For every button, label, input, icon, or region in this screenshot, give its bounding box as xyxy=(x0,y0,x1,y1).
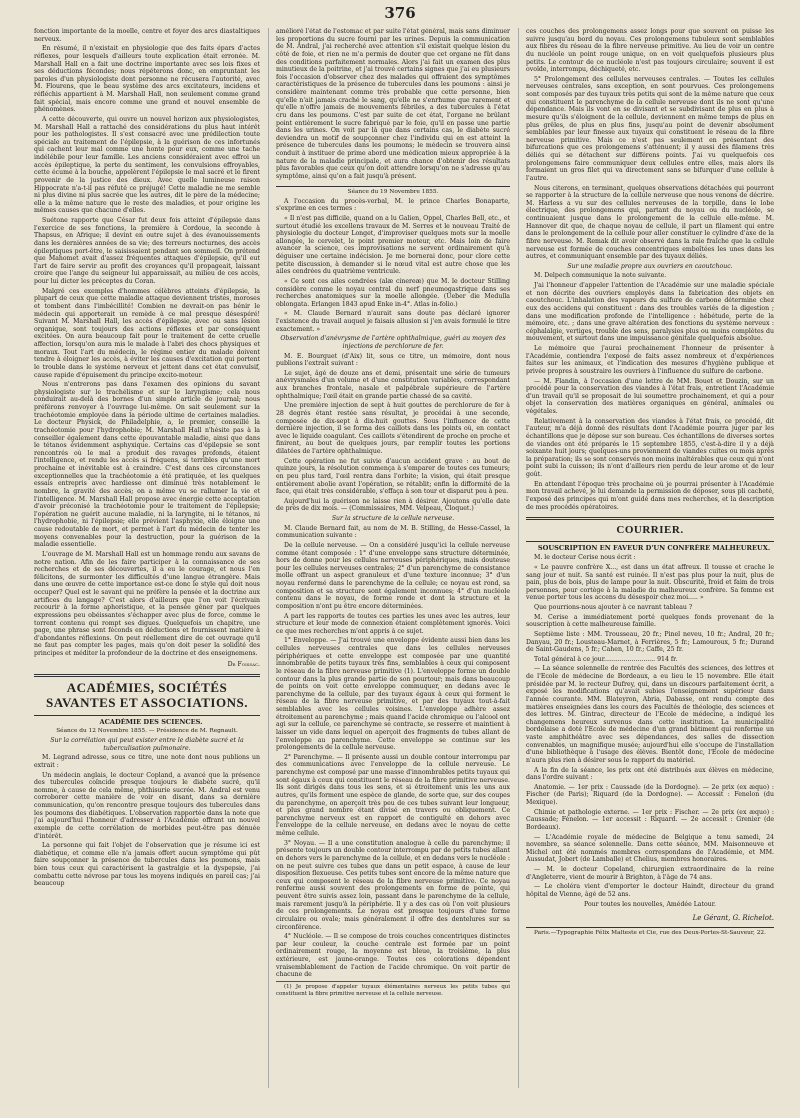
paragraph: fonction importante de la moelle, centre et foyer des arcs diastaltiques nerveux. xyxy=(34,28,260,43)
paragraph: 2° Parenchyme. — Il présente aussi un double contour interrompu par des communications avec l'enveloppe de la cellule nerveuse. Le parenchyme est composé par une masse d'innombrables petits tuyaux qui sont égaux à ceux qui constituent le réseau de la fibre primitive nerveuse. Ils sont dirigés dans tous les sens, et si étroitement unis les uns aux autres, qu'ils forment une espèce de glande, de sorte que, sur des coupes du parenchyme, on aperçoit très peu de ces tubes suivant leur longueur, et plus grand nombre étant divisé en travers ou obliquement. Ce parenchyme nerveux est en rapport de contiguïté en dehors avec l'enveloppe de la cellule nerveuse, en dedans avec le noyau de cette même cellule. xyxy=(276,753,510,837)
paragraph: Le sujet, âgé de douze ans et demi, présentait une série de tumeurs anévrysmales d'un volume et d'une constitution variables, correspondant aux branches frontale, nasale et palpébrale supérieure de l'artère ophthalmique; l'œil était en grande partie chassé de sa cavité. xyxy=(276,369,510,400)
paragraph: Anatomie. — 1er prix : Caussade (de la Dordogne). — 2e prix (ex æquo) : Fischer (de Paris); Riquard (de la Dordogne). — Accessit : Fenelon (du Mexique). xyxy=(526,783,774,807)
paragraph: Aujourd'hui la guérison ne laisse rien à désirer. Ajoutons qu'elle date de près de dix mois. — (Commissaires, MM. Velpeau, Cloquet.) xyxy=(276,497,510,513)
section-divider xyxy=(34,674,260,677)
paragraph: La personne qui fait l'objet de l'observation que je résume ici est diabétique, et comme elle n'a jamais offert aucun symptôme qui pût faire soupçonner la présence de tubercules dans les poumons, mais bien tous ceux qui caractérisent la gastralgie et la dyspepsie, j'ai combattu cette névrose par tous les moyens indiqués en pareil cas; j'ai beaucoup xyxy=(34,842,260,888)
page-number: 376 xyxy=(384,4,416,22)
paragraph: M. Claude Bernard fait, au nom de M. B. Stilling, de Hesse-Cassel, la communication suivante : xyxy=(276,524,510,540)
paragraph: De la cellule nerveuse. — On a considéré jusqu'ici la cellule nerveuse comme étant composée : 1° d'une enveloppe sans structure déterminée, hors de donne pour les cellules nerveuses périphériques, mais douteuse pour les cellules nerveuses centrales; 2° d'un parenchyme de consistance molle offrant un aspect granuleux et d'une texture inconnue; 3° d'un noyau renfermé dans le parenchyme de la cellule; ce noyau est rond, sa composition et sa structure sont également inconnues; 4° d'un nucléole contenu dans le noyau, de forme ronde et dont la structure et la composition n'ont pu être encore déterminées. xyxy=(276,541,510,610)
column-1 xyxy=(34,28,260,1088)
paragraph: « Il n'est pas difficile, quand on a lu Galien, Oppel, Charles Bell, etc., et surtout étudié les excellens travaux de M. Serres et le nouveau Traité de physiologie du docteur Longet, d'improviser quelques mots sur la moelle allongée, le cervelet, le point premier moteur, etc. Mais loin de faire avancer la science, ces improvisations ne servent ordinairement qu'à déguiser une certaine indécision. Je me bornerai donc, pour clore cette petite discussion, à demander si le nœud vital est autre chose que les ailes cendrées du quatrième ventricule. xyxy=(276,214,510,276)
subscription-title: SOUSCRIPTION EN FAVEUR D'UN CONFRÈRE MALHEUREUX. xyxy=(537,544,771,553)
paragraph: Un médecin anglais, le docteur Copland, a avancé que la présence des tubercules coïncide presque toujours le diabète sucré, qu'il nomme, à cause de cela même, phthisurie sucrée. M. Andral est venu corroborer cette manière de voir en disant, dans sa dernière communication, qu'on rencontre presque toujours des tubercules dans les poumons des diabétiques. L'observation rapportée dans la note que j'ai aujourd'hui l'honneur d'adresser à l'Académie offrant un nouvel exemple de cette corrélation de morbides peut-être pas dénuée d'intérêt. xyxy=(34,771,260,840)
paragraph: M. Delpech communique la note suivante. xyxy=(534,272,667,280)
printer-line: Paris.—Typographie Félix Malteste et Cie, rue des Deux-Portes-St-Sauveur, 22. xyxy=(526,927,774,937)
paragraph: « Le pauvre confrère X..., est dans un état affreux. Il tousse et crache le sang jour et nuit. Sa santé est ruinée. Il n'est pas plus pour la nuit, plus de pain, plus de bois, plus de lampe pour la nuit. Obscurité, froid et faim de trois personnes, pour cortège à la maladie du malheureux confrère. Sa femme est venue porter tous les accens du désespoir chez moi..... » xyxy=(526,563,774,602)
paragraph: Cette opération ne fut suivie d'aucun accident grave : au bout de quinze jours, la résolution commença à s'emparer de toutes ces tumeurs; en peu plus tard, l'œil rentra dans l'orbite; la vision, qui était presque entièrement abolie avant l'opération, se rétablit; enfin la difformité de la face, qui était très considérable, s'effaça à son tour et disparut peu à peu. xyxy=(276,457,510,496)
paragraph: Le mémoire que j'aurai prochainement l'honneur de présenter à l'Académie, contiendra l'exposé de faits assez nombreux et d'expériences faites sur les animaux, et l'indication des mesures d'hygiène publique et privée propres à soustraire les ouvriers à l'influence du sulfure de carbone. xyxy=(526,345,774,375)
subscription-total: Total général à ce jour.......................... 914 fr. xyxy=(534,655,678,663)
academy-name: ACADÉMIE DES SCIENCES. xyxy=(99,717,203,726)
paragraph: En attendant l'époque très prochaine où je pourrai présenter à l'Académie mon travail achevé, je lui demande la permission de déposer, sous pli cacheté, l'exposé des principes qui m'ont guidé dans mes recherches, et la description de mes procédés opératoires. xyxy=(526,480,774,511)
paragraph: Nous citerons, en terminant, quelques observations détachées qui pourront se rapporter à la structure de la cellule nerveuse que nous venons de décrire. M. Harless a vu sur des cellules nerveuses de la torpille, dans le lobe électrique, des prolongemens qui, partant du noyau ou du nucléole, se continuaient jusque dans le prolongement de la cellule elle-même. M. Hannover dit que, de chaque noyau de cellule, il part un filament qui entre dans le prolongement de la cellule pour aller constituer le cylindre d'axe de la fibre nerveuse. M. Remak dit avoir observé dans la raie fraîche que la cellule nerveuse est formée de couches concentriques emboîtées les unes dans les autres, et communiquant ensemble par des tuyaux déliés. xyxy=(526,184,774,261)
paragraph: 3° Noyau. — Il a une constitution analogue à celle du parenchyme; il présente toujours un double contour interrompu par de petits tubes allant en dehors vers le parenchyme de la cellule, et en dedans vers le nucléole : on ne peut suivre ces tubes que dans un petit espace, à cause de leur disposition flexueuse. Ces petits tubes sont encore de la même nature que ceux qui composent le réseau de la fibre nerveuse primitive. Ce noyau renferme aussi souvent des prolongements en forme de pointe, qui peuvent être suivis assez loin, passant dans le parenchyme de la cellule, mais rarement jusqu'à la périphérie. Il y a des cas où l'on voit plusieurs de ces prolongements. Le noyau est presque toujours d'une forme circulaire ou ovale; mais généralement il offre des dentelures sur sa circonférence. xyxy=(276,839,510,931)
session-line: Séance du 19 Novembre 1855. xyxy=(347,188,439,195)
paragraph: Que pourrions-nous ajouter à ce navrant tableau ? xyxy=(534,604,693,612)
paragraph: A la fin de la séance, les prix ont été distribués aux élèves en médecine, dans l'ordre suivant : xyxy=(526,766,774,782)
column-divider xyxy=(518,28,519,1088)
courrier-title: COURRIER. xyxy=(616,524,684,537)
paragraph: Malgré ces exemples d'hommes célèbres atteints d'épilepsie, la plupart de ceux que cette maladie attaque deviennent tristes, moroses et tombent dans l'imbécillité! Combien ne devrait-on pas bénir le médecin qui apporterait un remède à ce mal presque désespéré! Suivant M. Marshall Hall, les accès d'épilepsie, avec ou sans lésion organique, sont toujours des actions réflexes et par conséquent excitées. On aura beaucoup fait pour le traitement de cette cruelle affection, lorsqu'on aura mis le malade à l'abri des chocs physiques et moraux. Tout l'art du médecin, le régime entier du malade doivent tendre à éloigner les accès, à éviter les causes d'excitation qui portent le trouble dans le système nerveux et jettent dans cet état convulsif, cause rapide d'épuisement du principe excito-moteur. xyxy=(34,287,260,379)
paragraph: — M. le docteur Copeland, chirurgien extraordinaire de la reine d'Angleterre, vient de mourir à Brighton, à l'âge de 74 ans. xyxy=(526,866,774,881)
paragraph: amélioré l'état de l'estomac et par suite l'état général, mais sans diminuer les proportions du sucre fourni par les urines. Depuis la communication de M. Andral, j'ai recherché avec attention s'il existait quelque lésion du côté de foie, et rien ne m'a permis de douter que cet organe ne fût dans des conditions parfaitement normales. Alors j'ai fait un examen des plus minutieux de la poitrine, et j'ai trouvé certains signes que j'ai eu plusieurs fois l'occasion d'observer chez des malades qui offraient des symptômes caractéristiques de la présence de tubercules dans les poumons : ainsi je considère maintenant comme très probable que cette personne, bien qu'elle n'ait jamais craché le sang, qu'elle ne s'enrhume que rarement et qu'elle n'offre jamais de mouvements fébriles, a des tubercules à l'état cru dans les poumons. C'est par suite de cet état, l'organe ne brûlant point entièrement le sucre fabriqué par le foie, qu'il en passe une partie dans les urines. On voit par là que dans certains cas, le diabète sucré deviendra un motif de soupçonner chez l'individu qui en est atteint la présence de tubercules dans les poumons; le médecin se trouvera ainsi conduit à instituer de prime abord une médication mieux appropriée à la nature de la maladie principale, et aura chance d'obtenir des résultats plus favorables que ceux qu'on doit attendre lorsqu'on ne s'adresse qu'au symptôme, ainsi qu'on a fait jusqu'à présent. xyxy=(276,28,510,180)
paragraph: — M. Flandin, à l'occasion d'une lettre de MM. Bouet et Douzin, sur un procédé pour la conservation des viandes à l'état frais, entretient l'Académie d'un travail qu'il se proposait de lui soumettre prochainement, et qui a pour objet la conservation des matières organiques en général, animales ou végétales. xyxy=(526,377,774,415)
topic-title: Observation d'anévrysme de l'artère ophthalmique, guéri au moyen des injections de perchlorure de fer. xyxy=(280,335,506,350)
paragraph: M. Cerise a immédiatement porté quelques fonds provenant de la souscription à cette malheureuse famille. xyxy=(526,613,774,629)
paragraph: A cette découverte, qui ouvre un nouvel horizon aux physiologistes, M. Marshall Hall a rattaché des considérations du plus haut intérêt pour les pathologistes. Il s'est consacré avec une prédilection toute spéciale au traitement de l'épilepsie, à la guérison de ces infortunés qui cachent leur mal comme une honte pour eux, comme une tache indélébile pour leur famille. Les anciens considéraient avec effroi un accès épileptique, la perte du sentiment, les convulsions effroyables, cette écume à la bouche, appelèrent l'épilepsie le mal sacré et le firent provenir de la justice des dieux. Avec quelle lumineuse raison Hippocrate n'a-t-il pas réfuté ce préjugé! Cette maladie ne me semble ni plus divine ni plus sacrée que les autres, dit le père de la médecine; elle a la même nature que le reste des maladies, et pour origine les mêmes causes que chacune d'elles. xyxy=(34,115,260,215)
divider xyxy=(34,715,260,716)
paragraph: M. le docteur Cerise nous écrit : xyxy=(534,554,636,562)
paragraph: — L'Académie royale de médecine de Belgique a tenu samedi, 24 novembre, sa séance solennelle. Dans cette séance, MM. Maisonneuve et Michel ont été nommés membres correspondans de l'Académie, et MM. Aussudat, Jobert (de Lamballe) et Chelius, membres honoraires. xyxy=(526,833,774,864)
paragraph: M. Legrand adresse, sous ce titre, une note dont nous publions un extrait : xyxy=(34,754,260,769)
divider xyxy=(526,541,774,542)
paragraph: En résumé, il n'existait en physiologie que des faits épars d'actes réflexes, pour lesquels d'ailleurs toute explication était erronée. M. Marshall Hall en a fait une doctrine importante avec ses lois fixes et ses déductions fécondes; nous répéterons donc, en empruntant les paroles d'un physiologiste dont personne ne récusera l'autorité, avec M. Flourens, que le beau système des arcs excitateurs, incidens et réfléchis appartient à M. Marshall Hall, non seulement comme grand fait spécial, mais encore comme une grand et nouvel ensemble de phénomènes. xyxy=(34,45,260,114)
column-divider xyxy=(268,28,269,1088)
column-2 xyxy=(276,28,510,1088)
paragraph: Relativement à la conservation des viandes à l'état frais, ce procédé, dit l'auteur, m'a déjà donné des résultats dont l'Académie pourra juger par les échantillons que je dépose sur son bureau. Ces échantillons de diverses sortes de viandes ont été préparés le 15 septembre 1855, c'est-à-dire il y a déjà soixante huit jours; quelques-uns proviennent de viandes cuites ou mois après la préparation; ils se sont conservés non moins inaltérables que ceux qui n'ont point subi la cuisson; ils n'ont d'ailleurs rien perdu de leur arome et de leur goût. xyxy=(526,417,774,478)
paragraph: J'ai l'honneur d'appeler l'attention de l'Académie sur une maladie spéciale et non décrite des ouvriers employés dans la fabrication des objets en caoutchouc. L'inhalation des vapeurs du sulfure de carbone détermine chez eux des accidens qui constituent : dans des troubles variés de la digestion ; dans une modification profonde de l'intelligence : hébétude, perte de la mémoire, etc. ; dans une grave altération des fonctions du système nerveux : céphalalgie, vertiges, trouble des sens, paralysies plus ou moins complètes du mouvement, et surtout dans une impuissance génitale quelquefois absolue. xyxy=(526,282,774,343)
paragraph: Nous n'entrerons pas dans l'examen des opinions du savant physiologiste sur le trachélisme et sur le laryngisme; cela nous conduirait au-delà des bornes d'un simple article de journal; nous préférons renvoyer à l'ouvrage lui-même. On sait seulement sur la trachéotomie employée dans la période ultime de certaines maladies. Le docteur Physick, de Philadelphie, a, le premier, conseillé la trachéotomie pour l'hydrophobie; M. Marshall Hall n'hésite pas à la conseiller également dans cette épouvantable maladie, ainsi que dans le tétanos évidemment asphyxique. Certains cas d'épilepsie se sont rencontrés où le mal a produit des ravages profonds, étaient l'intelligence, et rendu les accès si fréquens, si terribles qu'une mort prochaine et inévitable est à craindre. C'est dans ces circonstances exceptionnelles que la trachéotomie a été pratiquée, et les quelques essais entrepris avec hardiesse ont diminué très notablement le nombre, la gravité des accès; on a même vu se rallumer la vie et l'intelligence. M. Marshall Hall propose avec énergie cette acceptation d'avoir préconisé la trachéotomie pour le traitement de l'épilepsie; l'opération ne guérit aucune maladie, ni la laryngite, ni le tétanos, ni l'hydrophobie, ni l'épilepsie; elle prévient l'asphyxie, elle éloigne une cause redoutable de mort, et permet à l'art du médecin de tenter les moyens convenables pour la destruction, pour la guérison de la maladie essentielle. xyxy=(34,381,260,549)
paragraph: « M. Claude Bernard n'aurait sans doute pas déclaré ignorer l'existence du travail auquel je faisais allusion si j'en avais formulé le titre exactement. » xyxy=(276,310,510,333)
paragraph: Chimie et pathologie externe. — 1er prix : Fischer. — 2e prix (ex æquo) : Caussade; Fénelon. — 1er accessit : Riquard. — 2e accessit : Grenier (de Bordeaux). xyxy=(526,808,774,831)
paragraph: ces couches des prolongemens assez longs pour que souvent on puisse les suivre jusqu'au bord du noyau. Ces prolongemens tubuleux sont semblables aux fibres du réseau de la fibre nerveuse primitive. Au lieu de voir un centre du nucléole un point rouge unique, on en voit quelquefois plusieurs plus petits. Le contour de ce nucléole n'est pas toujours circulaire; souvent il est ovoïde, interrompu, déchiqueté, etc. xyxy=(526,28,774,74)
topic-title: Sur la corrélation qui peut exister entre le diabète sucré et la tuberculisation pulmonaire. xyxy=(50,737,244,752)
paragraph: 4° Nucléole. — Il se compose de trois couches concentriques distinctes par leur couleur, la couche centrale est formée par un point ordinairement rouge, la moyenne est bleue, la troisième, la plus extérieure, est jaune-orange. Toutes ces colorations dépendent vraisemblablement de l'action de l'acide chromique. On voit partir de chacune de xyxy=(276,933,510,979)
paragraph: A l'occasion du procès-verbal, M. le prince Charles Bonaparte, s'exprime en ces termes : xyxy=(276,197,510,213)
section-divider xyxy=(526,517,774,520)
paragraph: M. E. Bourguet (d'Aix) lit, sous ce titre, un mémoire, dont nous publions l'extrait suivant : xyxy=(276,352,510,368)
paragraph: Suétone rapporte que César fut deux fois atteint d'épilepsie dans l'exercice de ses fonctions, la première à Cordoue, la seconde à Thapsus, en Afrique; il devint en outre sujet à des évanouissements dans les dernières années de sa vie; des terreurs nocturnes, des accès épileptiques port-être, le saisissaient pendant son sommeil. On prétend que Mahomet avait d'assez fréquentes attaques d'épilepsie, qu'il eut l'art de faire servir au profit des croyances qu'il propageait, laissant croire que l'ange du seigneur lui apparaissait, au milieu de ces accès, pour lui dicter les préceptes du Coran. xyxy=(34,217,260,285)
paragraph: Septième liste : MM. Trousseau, 20 fr.; Pinel neveu, 10 fr.; Andral, 20 fr.; Danyau, 20 fr.; Lousteau-Marnet, à Ferrières, 5 fr.; Lamouroux, 5 fr.; Durand de Saint-Gaudens, 5 fr.; Cahen, 10 fr.; Caffe, 25 fr. xyxy=(526,630,774,654)
topic-title: Sur une maladie propre aux ouvriers en caoutchouc. xyxy=(567,262,733,270)
news-signature: Pour toutes les nouvelles, Amédée Latour. xyxy=(584,900,716,908)
paragraph: Une première injection de sept à huit gouttes de perchlorure de fer à 28 degrés étant restée sans résultat, je procédai à une seconde, composée de dix-sept à dix-huit gouttes. Sous l'influence de cette dernière injection, il se forma des caillots dans les points où, en contact avec le liquide coagulant. Ces caillots s'étendirent de proche en proche et finirent, au bout de quelques jours, par remplir toutes les portions dilatées de l'artère ophthalmique. xyxy=(276,402,510,455)
paragraph: — La séance solennelle de rentrée des Facultés des sciences, des lettres et de l'Ecole de médecine de Bordeaux, a eu lieu le 15 novembre. Elle était présidée par M. le recteur Dufrey, qui, dans un discours parfaitement écrit, a exposé les modifications qu'avait subies l'enseignement supérieur dans l'année courante. MM. Blateyron, Abria, Dabasse, ont rendu compte des matières enseignées dans les cours des Facultés de théologie, des sciences et des lettres. M. Gintrac, directeur de l'Ecole de médecine, a indiqué les changemens heureux survenus dans cette institution. La municipalité bordelaise a doté l'Ecole de médecine d'un grand bâtiment qui renferme un vaste amphithéâtre avec ses dépendances, des salles de dissection convenables, un magnifique musée; aujourd'hui elle s'occupe de l'installation d'une bibliothèque à l'usage des élèves. Bientôt donc, l'Ecole de médecine n'aura plus rien à désirer sous le rapport du matériel. xyxy=(526,665,774,764)
paragraph: A part les rapports de toutes ces parties les unes avec les autres, leur structure et leur mode de connexion étaient complètement ignorés. Voici ce que mes recherches m'ont appris à ce sujet. xyxy=(276,612,510,635)
divider xyxy=(276,186,510,187)
footer xyxy=(526,914,774,937)
article-signature: Dr Foissac. xyxy=(227,660,260,668)
section-title: ACADÉMIES, SOCIÉTÉS SAVANTES ET ASSOCIATIONS. xyxy=(46,680,248,710)
paragraph: L'ouvrage de M. Marshall Hall est un hommage rendu aux savans de notre nation. Afin de les faire participer à la connaissance de ses recherches et de ses découvertes, il a eu le courage, et nous l'en félicitons, de surmonter les difficultés d'une langue étrangère. Mais dans une œuvre de cette importance est-ce donc le style qui doit nous occuper? Quel est le savant qui ne préfère la pensée et la doctrine aux artifices du langage? C'est alors d'ailleurs que l'on voit l'écrivain recourir à la forme aphoristique, et la pensée gêner par quelques expressions peu obéissantes s'échapper avec plus de force, comme le torrent contenu qui rompt ses digues. Quelquefois un chapitre, une page, une phrase sont féconds en déductions et fournissent matière à d'abondantes réflexions. On peut réellement dire de cet ouvrage qu'il ne faut pas compter les pages, mais qu'on doit peser la solidité des principes et méditer la profondeur de la doctrine et des enseignemens. xyxy=(34,550,260,657)
topic-title: Sur la structure de la cellule nerveuse. xyxy=(331,515,455,522)
column-3 xyxy=(526,28,774,1088)
paragraph: — Le choléra vient d'emporter le docteur Haindt, directeur du grand hôpital de Vienne, âgé de 52 ans. xyxy=(526,883,774,898)
session-line: Séance du 12 Novembre 1855. — Présidence de M. Regnault. xyxy=(56,727,238,734)
paragraph: 1° Enveloppe. — J'ai trouvé une enveloppe évidente aussi bien dans les cellules nerveuses centrales que dans les cellules nerveuses périphériques et cette enveloppe est composée par une quantité innombrable de petits tuyaux très fins, semblables à ceux qui composent le réseau de la fibre nerveuse primitive (1). L'enveloppe forme un double contour dans la plus grande partie de son pourtour; mais dans beaucoup de points on voit cette enveloppe commuquer, en dedans avec le parenchyme de la cellule, par des tuyaux égaux à ceux qui forment le réseau de la fibre nerveuse primitive, et par des tuyaux tout-à-fait semblables avec les cellules voisines. L'enveloppe adhère assez étroitement au parenchyme ; mais quand l'acide chromique ou l'alcool ont agi sur la cellule, ce parenchyme se contracte, se resserre et maintient à laisser un vide dans lequel on aperçoit des fragments de tubes allant de l'enveloppe au parenchyme. Cette enveloppe se continue sur les prolongements de la cellule nerveuse. xyxy=(276,637,510,752)
footnote: (1) Je propose d'appeler tuyaux élémentaires nerveux les petits tubes qui constituent la fibre primitive nerveuse et la cellule nerveuse. xyxy=(276,981,510,997)
paragraph: « Ce sont ces ailes cendrées (alæ cinereæ) que M. le docteur Stilling considère comme le noyau central du nerf pneumogastrique dans ses recherches anatomiques sur la moelle allongée. (Ueber die Medulla oblongata. Erlangen 1843 apud Enke in-4°. Atlas in-folio.) xyxy=(276,277,510,308)
gerant-line: Le Gérant, G. Richelot. xyxy=(692,914,774,923)
paragraph: 5° Prolongement des cellules nerveuses centrales. — Toutes les cellules nerveuses centrales, sans exception, en sont pourvues. Ces prolongemens sont composés par des tuyaux très petits qui sont de la même nature que ceux qui constituent le parenchyme de la cellule nerveuse dont ils ne sont qu'une dépendance. Mais ils vont en se divisant et se subdivisant de plus en plus à mesure qu'ils s'éloignent de la cellule, deviennent en même temps de plus en plus grêles, de plus en plus fins, jusqu'au point de devenir absolument semblables par leur finesse aux tuyaux qui constituent le réseau de la fibre nerveuse primitive. Mais ce n'est pas seulement en présentant des bifurcations que ces prolongemens s'atténuent; il y aussi des filamens très déliés qui se détachent sur différens points. J'ai vu quelquefois ces prolongemens faire communiquer deux cellules entre elles, mais alors ils formaient un gros filet qui va directement sans se bifurquer d'une cellule à l'autre. xyxy=(526,75,774,182)
